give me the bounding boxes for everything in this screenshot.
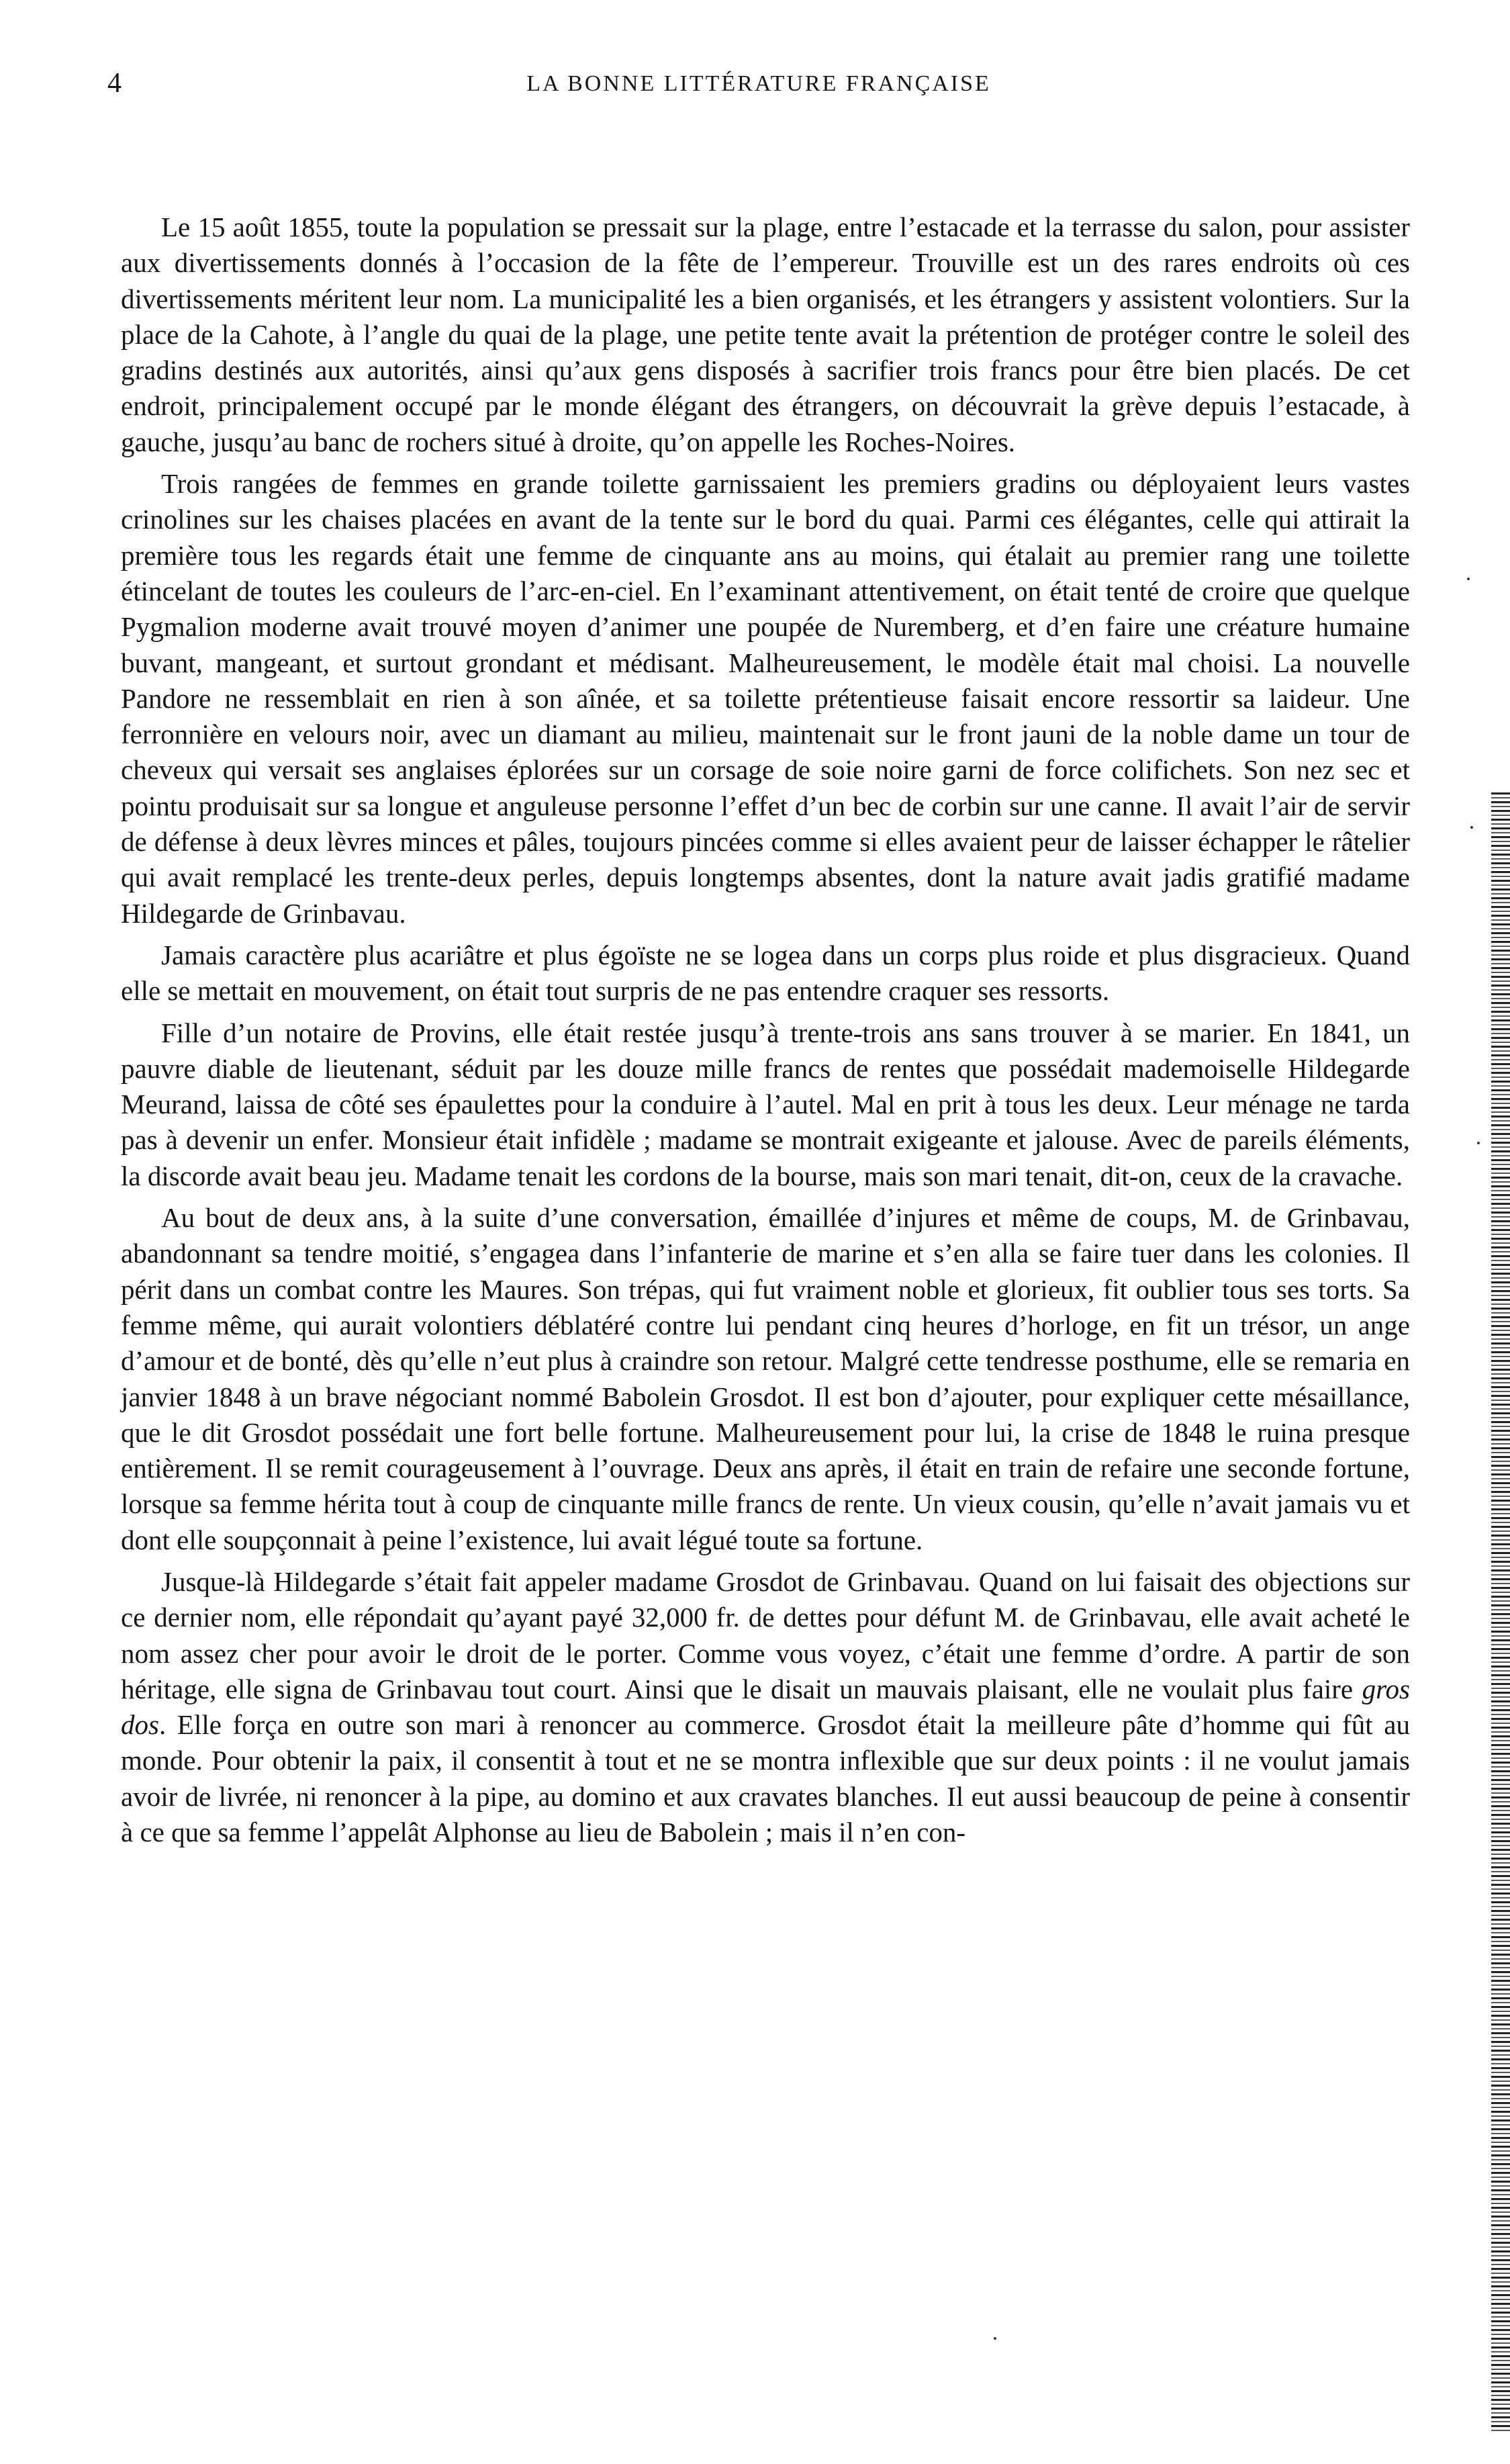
scan-speck [994, 2337, 996, 2340]
paragraph-6-text-end: . Elle força en outre son mari à renoncer au commerce. Grosdot était la meilleure pâte d’homme qui fût au monde. Pour obtenir la paix, il consentit à tout et ne se montra inflexible que sur deux points : il ne voulut jamais avoir de livrée, ni renoncer à la pipe, au domino et aux cravates blanches. Il eut aussi beaucoup de peine à consentir à ce que sa femme l’appelât Alphonse au lieu de Babolein ; mais il n’en con- [121, 1709, 1410, 1848]
scan-edge-artifact [1491, 792, 1510, 2431]
page-number: 4 [107, 68, 122, 99]
paragraph-4: Fille d’un notaire de Provins, elle était restée jusqu’à trente-trois ans sans trouver à se marier. En 1841, un pauvre diable de lieutenant, séduit par les douze mille francs de rentes que possédait mademoiselle Hildegarde Meurand, laissa de côté ses épaulettes pour la conduire à l’autel. Mal en prit à tous les deux. Leur ménage ne tarda pas à devenir un enfer. Monsieur était infidèle ; madame se montrait exigeante et jalouse. Avec de pareils éléments, la discorde avait beau jeu. Madame tenait les cordons de la bourse, mais son mari tenait, dit-on, ceux de la cravache. [121, 1017, 1410, 1191]
scan-speck [1470, 826, 1473, 829]
scan-speck [1477, 1142, 1480, 1144]
paragraph-6 [121, 1564, 1410, 1850]
paragraph-6-italic-phrase: gros dos [121, 1673, 1410, 1741]
paragraph-2: Trois rangées de femmes en grande toilette garnissaient les premiers gradins ou déployaient leurs vastes crinolines sur les chaises placées en avant de la tente sur le bord du quai. Parmi ces élégantes, celle qui attirait la première tous les regards était une femme de cinquante ans au moins, qui étalait au premier rang une toilette étincelant de toutes les couleurs de l’arc-en-ciel. En l’examinant attentivement, on était tenté de croire que quelque Pygmalion moderne avait trouvé moyen d’animer une poupée de Nuremberg, et d’en faire une créature humaine buvant, mangeant, et surtout grondant et médisant. Malheureusement, le modèle était mal choisi. La nouvelle Pandore ne ressemblait en rien à son aînée, et sa toilette prétentieuse faisait encore ressortir sa laideur. Une ferronnière en velours noir, avec un diamant au milieu, maintenait sur le front jauni de la noble dame un tour de cheveux qui versait ses anglaises éplorées sur un corsage de soie noire garni de force colifichets. Son nez sec et pointu produisait sur sa longue et anguleuse personne l’effet d’un bec de corbin sur une canne. Il avait l’air de servir de défense à deux lèvres minces et pâles, toujours pincées comme si elles avaient peur de laisser échapper le râtelier qui avait remplacé les trente-deux perles, depuis longtemps absentes, dont la nature avait jadis gratifié madame Hildegarde de Grinbavau. [121, 468, 1410, 929]
book-page [101, 67, 1417, 2391]
body-text [101, 210, 1417, 1850]
paragraph-5: Au bout de deux ans, à la suite d’une conversation, émaillée d’injures et même de coups, M. de Grinbavau, abandonnant sa tendre moitié, s’engagea dans l’infanterie de marine et s’en alla se faire tuer dans les colonies. Il périt dans un combat contre les Maures. Son trépas, qui fut vraiment noble et glorieux, fit oublier tous ses torts. Sa femme même, qui aurait volontiers déblatéré contre lui pendant cinq heures d’horloge, en fit un trésor, un ange d’amour et de bonté, dès qu’elle n’eut plus à craindre son retour. Malgré cette tendresse posthume, elle se remaria en janvier 1848 à un brave négociant nommé Babolein Grosdot. Il est bon d’ajouter, pour expliquer cette mésaillance, que le dit Grosdot possédait une fort belle fortune. Malheureusement pour lui, la crise de 1848 le ruina presque entièrement. Il se remit courageusement à l’ouvrage. Deux ans après, il était en train de refaire une seconde fortune, lorsque sa femme hérita tout à coup de cinquante mille francs de rente. Un vieux cousin, qu’elle n’avait jamais vu et dont elle soupçonnait à peine l’existence, lui avait légué toute sa fortune. [121, 1202, 1410, 1555]
paragraph-3: Jamais caractère plus acariâtre et plus égoïste ne se logea dans un corps plus roide et plus disgracieux. Quand elle se mettait en mouvement, on était tout surpris de ne pas entendre craquer ses ressorts. [121, 939, 1410, 1007]
scan-speck [1467, 578, 1470, 580]
paragraph-6-text-start: Jusque-là Hildegarde s’était fait appeler madame Grosdot de Grinbavau. Quand on lui faisait des objections sur ce dernier nom, elle répondait qu’ayant payé 32,000 fr. de dettes pour défunt M. de Grinbavau, elle avait acheté le nom assez cher pour avoir le droit de le porter. Comme vous voyez, c’était une femme d’ordre. A partir de son héritage, elle signa de Grinbavau tout court. Ainsi que le disait un mauvais plaisant, elle ne voulait plus faire [121, 1565, 1410, 1704]
running-head [101, 67, 1417, 121]
running-title: LA BONNE LITTÉRATURE FRANÇAISE [526, 71, 991, 96]
paragraph-1: Le 15 août 1855, toute la population se pressait sur la plage, entre l’estacade et la terrasse du salon, pour assister aux divertissements donnés à l’occasion de la fête de l’empereur. Trouville est un des rares endroits où ces divertissements méritent leur nom. La municipalité les a bien organisés, et les étrangers y assistent volontiers. Sur la place de la Cahote, à l’angle du quai de la plage, une petite tente avait la prétention de protéger contre le soleil des gradins destinés aux autorités, ainsi qu’aux gens disposés à sacrifier trois francs pour être bien placés. De cet endroit, principalement occupé par le monde élégant des étrangers, on découvrait la grève depuis l’estacade, à gauche, jusqu’au banc de rochers situé à droite, qu’on appelle les Roches-Noires. [121, 212, 1410, 457]
